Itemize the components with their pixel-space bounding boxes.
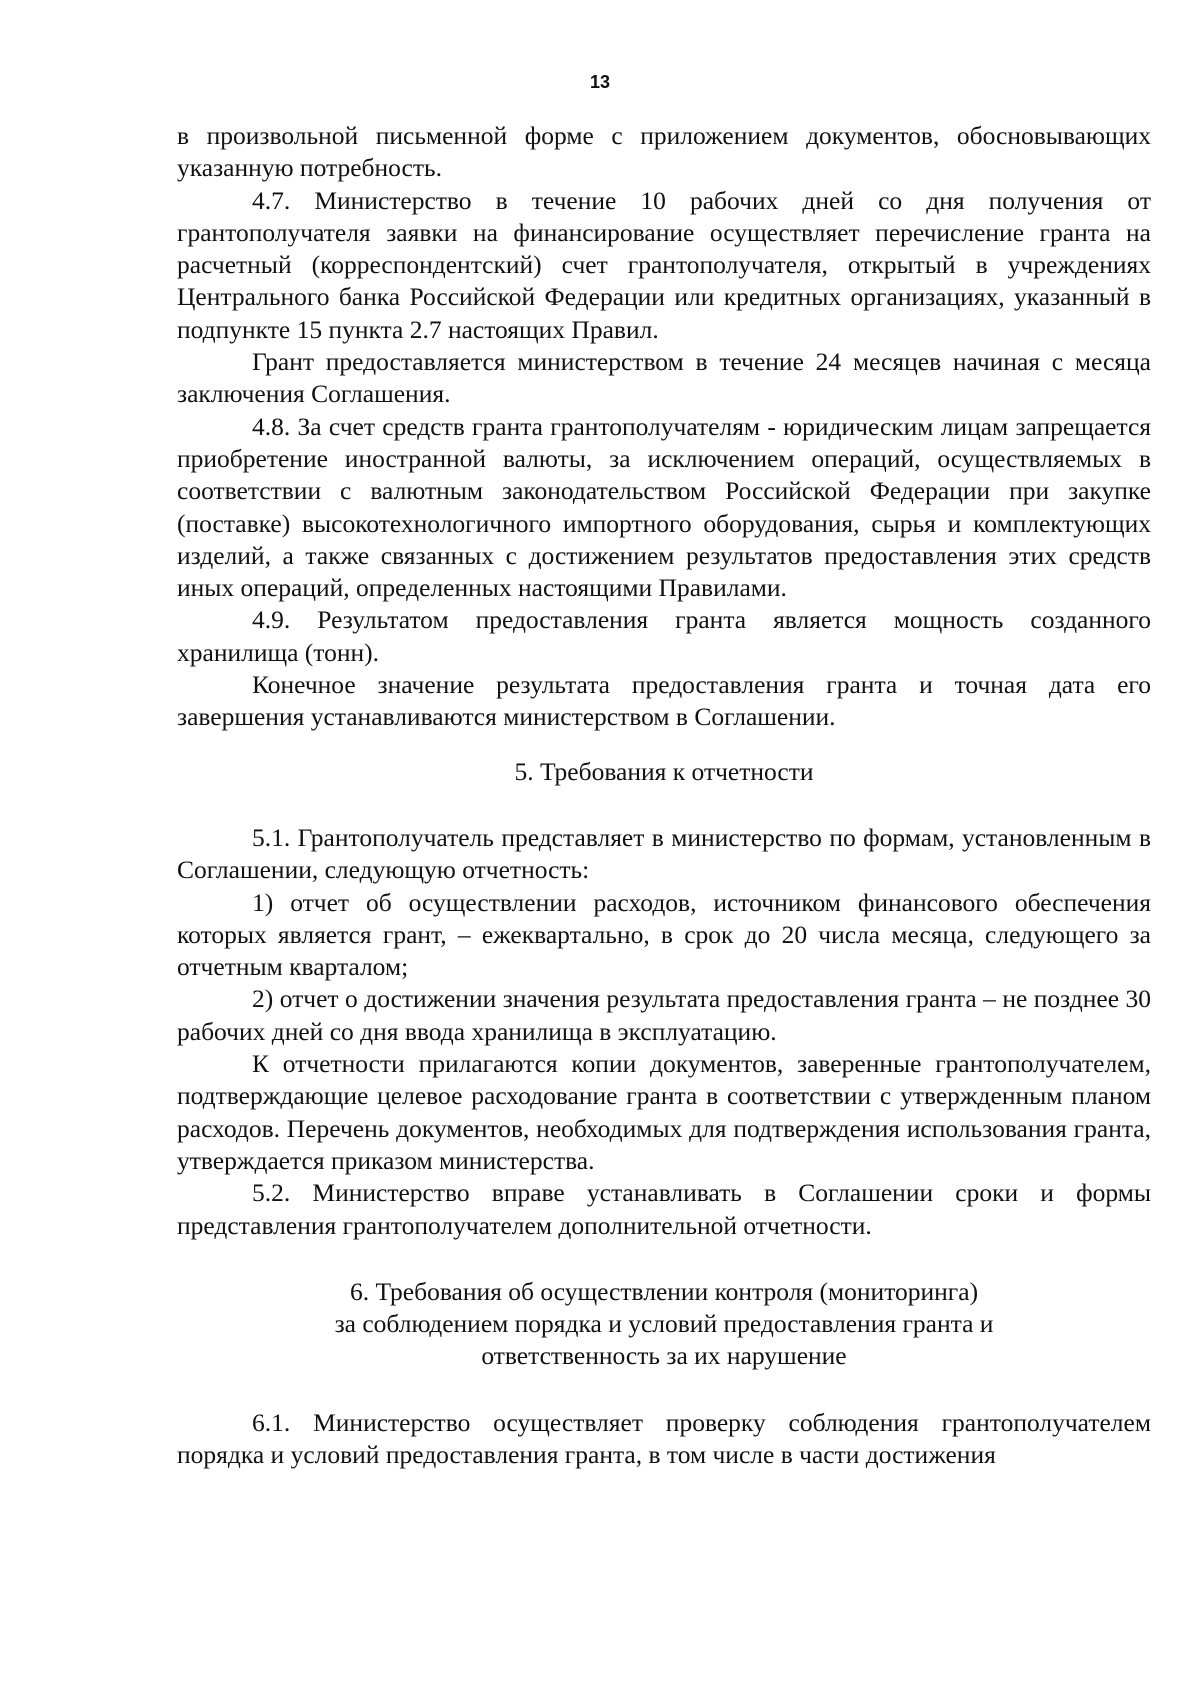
- list-item-report-1: 1) отчет об осуществлении расходов, источником финансового обеспечения которых является грант, – ежеквартально, в срок до 20 числа месяца, следующего за отчетным кварталом;: [177, 887, 1151, 982]
- paragraph-6-1: 6.1. Министерство осуществляет проверку соблюдения грантополучателем порядка и условий предоставления гранта, в том числе в части достижения: [177, 1407, 1151, 1469]
- section-heading-6-line-3: ответственность за их нарушение: [481, 1341, 847, 1371]
- paragraph-4-7: 4.7. Министерство в течение 10 рабочих дней со дня получения от грантополучателя заявки на финансирование осуществляет перечисление гранта на расчетный (корреспондентский) счет грантополучателя, открытый в учреждениях Центрального банка Российской Федерации или кредитных организациях, указанный в подпункте 15 пункта 2.7 настоящих Правил.: [177, 185, 1151, 344]
- section-heading-6: [177, 1276, 1151, 1373]
- paragraph-attachments: К отчетности прилагаются копии документов, заверенные грантополучателем, подтверждающие целевое расходование гранта в соответствии с утвержденным планом расходов. Перечень документов, необходимых для подтверждения использования гранта, утверждается приказом министерства.: [177, 1049, 1151, 1175]
- paragraph-4-9: 4.9. Результатом предоставления гранта является мощность созданного хранилища (тонн).: [177, 605, 1151, 667]
- section-heading-5: 5. Требования к отчетности: [514, 756, 814, 786]
- paragraph-final-value: Конечное значение результата предоставления гранта и точная дата его завершения устанавливаются министерством в Соглашении.: [177, 670, 1151, 732]
- list-item-report-2: 2) отчет о достижении значения результата предоставления гранта – не позднее 30 рабочих дней со дня ввода хранилища в эксплуатацию.: [177, 984, 1151, 1046]
- paragraph-4-8: 4.8. За счет средств гранта грантополучателям - юридическим лицам запрещается приобретение иностранной валюты, за исключением операций, осуществляемых в соответствии с валютным законодательством Российской Федерации при закупке (поставке) высокотехнологичного импортного оборудования, сырья и комплектующих изделий, а также связанных с достижением результатов предоставления этих средств иных операций, определенных настоящими Правилами.: [177, 411, 1151, 603]
- document-body: [177, 120, 1151, 1471]
- paragraph-5-1: 5.1. Грантополучатель представляет в министерство по формам, установленным в Соглашении, следующую отчетность:: [177, 822, 1151, 885]
- paragraph-grant-period: Грант предоставляется министерством в течение 24 месяцев начиная с месяца заключения Соглашения.: [177, 347, 1151, 409]
- page-number: 13: [589, 72, 611, 92]
- paragraph-continuation: в произвольной письменной форме с приложением документов, обосновывающих указанную потребность.: [177, 121, 1151, 183]
- section-heading-6-line-1: 6. Требования об осуществлении контроля (мониторинга): [349, 1276, 979, 1306]
- paragraph-5-2: 5.2. Министерство вправе устанавливать в Соглашении сроки и формы представления грантополучателем дополнительной отчетности.: [177, 1178, 1151, 1240]
- section-heading-6-line-2: за соблюдением порядка и условий предоставления гранта и: [334, 1309, 994, 1339]
